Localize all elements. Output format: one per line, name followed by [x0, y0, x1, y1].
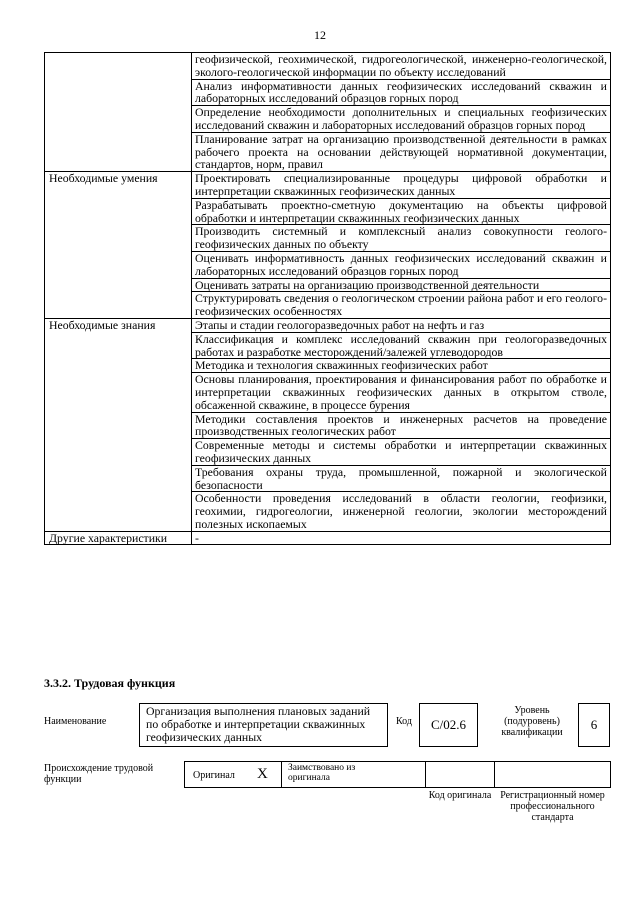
reg-caption: Регистрационный номер профессионального стандарта: [500, 790, 605, 823]
reg-number-cell: [494, 761, 611, 788]
row-description: Планирование затрат на организацию производственной деятельности в рамках рабочего проекта на основании действующей нормативной документации, стандартов, норм, правил: [192, 132, 611, 171]
row-description: Этапы и стадии геологоразведочных работ на нефть и газ: [192, 318, 611, 332]
level-label: Уровень (подуровень) квалификации: [501, 705, 563, 738]
function-name-value: Организация выполнения плановых заданий по обработке и интерпретации скважинных геофизических данных: [139, 703, 388, 747]
name-label: Наименование: [44, 716, 107, 727]
function-code-value: С/02.6: [419, 703, 478, 747]
row-description: Классификация и комплекс исследований скважин при геологоразведочных работах и разработке месторождений/залежей углеводородов: [192, 332, 611, 359]
row-label: Другие характеристики: [45, 531, 192, 545]
row-label: [45, 53, 192, 172]
borrowed-label: Заимствовано из оригинала: [288, 763, 356, 783]
row-description: Оценивать информативность данных геофизических исследований скважин и лабораторных исследований образцов горных пород: [192, 251, 611, 278]
row-description: Оценивать затраты на организацию производственной деятельности: [192, 278, 611, 292]
section-title: 3.3.2. Трудовая функция: [44, 676, 176, 690]
row-description: Определение необходимости дополнительных и специальных геофизических исследований скважин и лабораторных исследований образцов горных пород: [192, 106, 611, 133]
table-row: [45, 53, 611, 80]
code-caption: Код оригинала: [428, 790, 492, 801]
level-value: 6: [578, 703, 610, 747]
row-description: Современные методы и системы обработки и интерпретации скважинных геофизических данных: [192, 439, 611, 466]
table-row: [45, 531, 611, 545]
row-label: Необходимые умения: [45, 172, 192, 319]
original-label: Оригинал: [193, 770, 235, 781]
row-description: Производить системный и комплексный анализ совокупности геолого-геофизических данных по объекту: [192, 225, 611, 252]
row-description: геофизической, геохимической, гидрогеологической, инженерно-геологической, эколого-геологической информации по объекту исследований: [192, 53, 611, 80]
competency-table: [44, 52, 611, 545]
origin-row: [184, 761, 611, 788]
row-label: Необходимые знания: [45, 318, 192, 531]
row-description: Разрабатывать проектно-сметную документацию на объекты цифровой обработки и интерпретации скважинных геофизических данных: [192, 198, 611, 225]
page-number: 12: [314, 28, 326, 42]
row-description: Методика и технология скважинных геофизических работ: [192, 359, 611, 373]
row-description: Требования охраны труда, промышленной, пожарной и экологической безопасности: [192, 465, 611, 492]
original-cell: [184, 761, 282, 788]
original-mark: X: [257, 766, 268, 782]
row-description: Структурировать сведения о геологическом строении района работ и его геолого-геофизических особенностях: [192, 292, 611, 319]
origin-label: Происхождение трудовой функции: [44, 763, 154, 785]
row-description: Методики составления проектов и инженерных расчетов на проведение производственных геологических работ: [192, 412, 611, 439]
competency-rows: [45, 53, 611, 545]
code-label: Код: [396, 716, 412, 727]
row-description: Анализ информативности данных геофизических исследований скважин и лабораторных исследований образцов горных пород: [192, 79, 611, 106]
borrowed-cell: [281, 761, 426, 788]
table-row: [45, 172, 611, 199]
original-code-cell: [425, 761, 495, 788]
row-description: -: [192, 531, 611, 545]
row-description: Особенности проведения исследований в области геологии, геофизики, геохимии, гидрогеологии, инженерной геологии, экологии месторождений полезных ископаемых: [192, 492, 611, 531]
row-description: Основы планирования, проектирования и финансирования работ по обработке и интерпретации скважинных геофизических данных в открытом стволе, обсаженной скважине, в процессе бурения: [192, 373, 611, 412]
table-row: [45, 318, 611, 332]
row-description: Проектировать специализированные процедуры цифровой обработки и интерпретации скважинных геофизических данных: [192, 172, 611, 199]
